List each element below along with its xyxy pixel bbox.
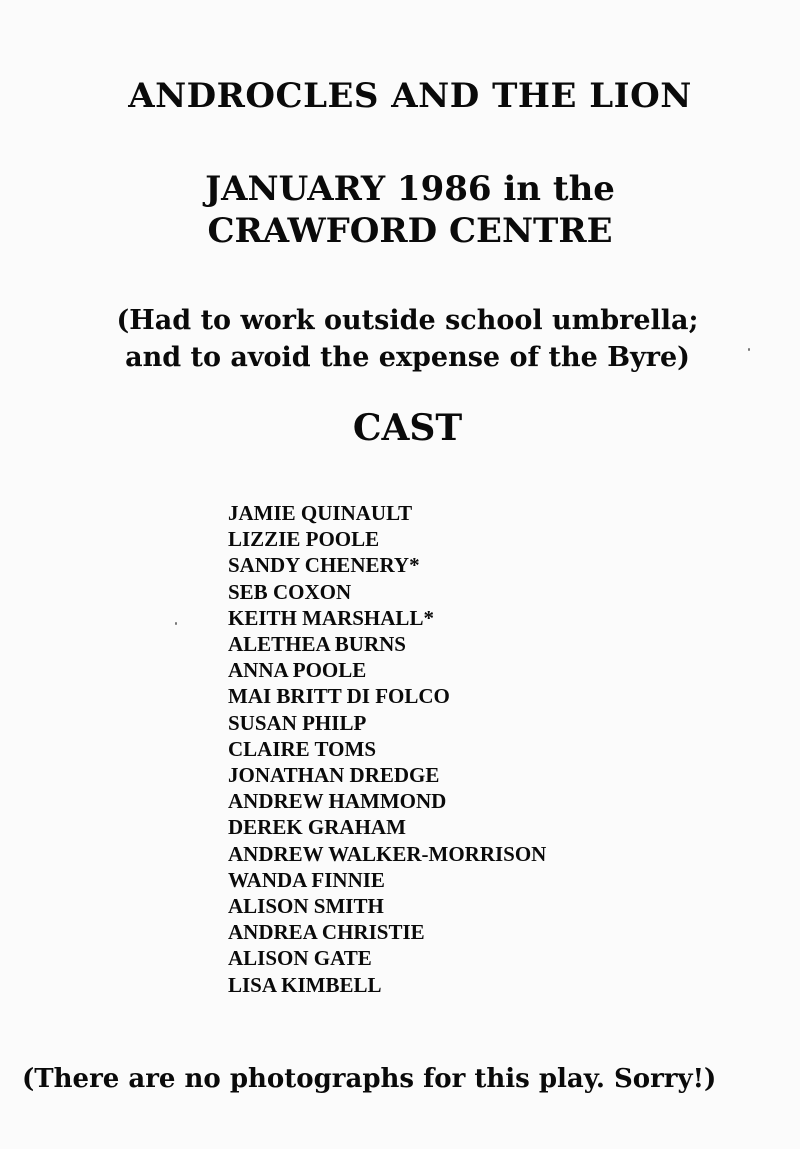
venue-note-line-1: (Had to work outside school umbrella; bbox=[116, 305, 699, 336]
cast-list bbox=[228, 500, 546, 998]
venue-note-line-2: and to avoid the expense of the Byre) bbox=[125, 342, 690, 373]
cast-member: LISA KIMBELL bbox=[228, 972, 382, 997]
scan-speck bbox=[748, 348, 750, 351]
cast-member: ANDREW WALKER-MORRISON bbox=[228, 841, 547, 866]
cast-member: ANDREW HAMMOND bbox=[228, 789, 447, 814]
cast-member: ALISON SMITH bbox=[228, 894, 384, 919]
cast-member: ANNA POOLE bbox=[228, 658, 367, 683]
cast-member: JONATHAN DREDGE bbox=[228, 763, 440, 788]
scan-speck bbox=[175, 622, 177, 625]
performance-venue: CRAWFORD CENTRE bbox=[207, 211, 613, 251]
cast-member: MAI BRITT DI FOLCO bbox=[228, 684, 450, 709]
cast-member: LIZZIE POOLE bbox=[228, 527, 380, 552]
footer-note: (There are no photographs for this play. Sorry!) bbox=[22, 1064, 717, 1094]
cast-member: KEITH MARSHALL* bbox=[228, 605, 434, 630]
performance-date: JANUARY 1986 in the bbox=[205, 169, 615, 209]
cast-member: ALETHEA BURNS bbox=[228, 632, 406, 657]
cast-member: SUSAN PHILP bbox=[228, 710, 367, 735]
cast-member: SEB COXON bbox=[228, 579, 352, 604]
play-title: ANDROCLES AND THE LION bbox=[128, 76, 692, 116]
cast-member: WANDA FINNIE bbox=[228, 867, 385, 892]
cast-member: ALISON GATE bbox=[228, 946, 372, 971]
cast-member: SANDY CHENERY* bbox=[228, 553, 420, 578]
performance-date-venue bbox=[0, 168, 800, 252]
cast-member: CLAIRE TOMS bbox=[228, 736, 377, 761]
venue-note bbox=[0, 302, 800, 376]
cast-member: ANDREA CHRISTIE bbox=[228, 920, 425, 945]
cast-heading: CAST bbox=[352, 407, 463, 449]
cast-member: DEREK GRAHAM bbox=[228, 815, 406, 840]
cast-member: JAMIE QUINAULT bbox=[228, 501, 413, 525]
